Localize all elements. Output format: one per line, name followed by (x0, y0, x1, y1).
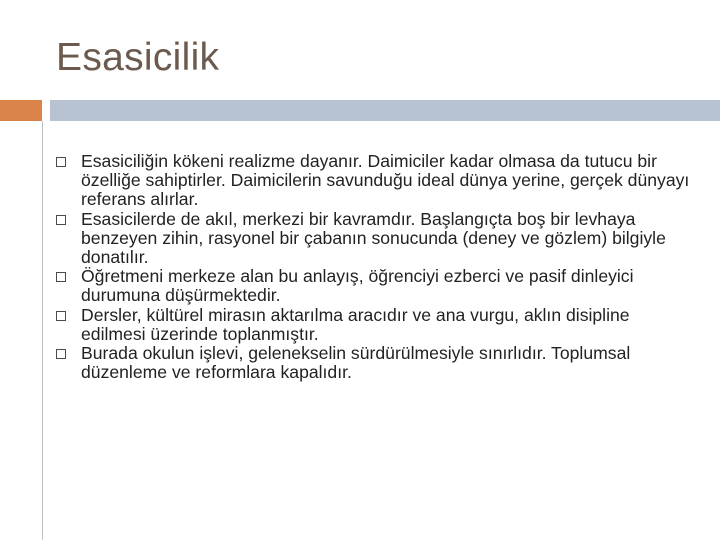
bullet-text: Esasiciliğin kökeni realizme dayanır. Daimiciler kadar olmasa da tutucu bir özelliğe sahiptirler. Daimicilerin savunduğu ideal dünya yerine, gerçek dünyayı referans alırlar. (81, 151, 690, 210)
square-bullet-icon (56, 272, 66, 282)
bullet-text: Esasicilerde de akıl, merkezi bir kavramdır. Başlangıçta boş bir levhaya benzeyen zihin, rasyonel bir çabanın sonucunda (deney ve gözlem) bilgiyle donatılır. (81, 208, 666, 268)
bullet-list (56, 152, 696, 382)
bullet-text: Öğretmeni merkeze alan bu anlayış, öğrenciyi ezberci ve pasif dinleyici durumuna düşürmektedir. (81, 266, 634, 306)
bullet-text: Burada okulun işlevi, gelenekselin sürdürülmesiyle sınırlıdır. Toplumsal düzenleme ve reformlara kapalıdır. (81, 343, 631, 383)
square-bullet-icon (56, 215, 66, 225)
bullet-item-1 (56, 152, 696, 210)
bullet-item-5 (56, 344, 696, 382)
accent-bar (0, 100, 42, 121)
square-bullet-icon (56, 157, 66, 167)
bullet-text: Dersler, kültürel mirasın aktarılma aracıdır ve ana vurgu, aklın disipline edilmesi üzerinde toplanmıştır. (81, 304, 630, 344)
square-bullet-icon (56, 311, 66, 321)
vertical-rule (42, 121, 43, 540)
slide-title: Esasicilik (56, 36, 220, 79)
bullet-item-3 (56, 267, 696, 305)
title-divider-bar (50, 100, 720, 121)
square-bullet-icon (56, 349, 66, 359)
bullet-item-4 (56, 306, 696, 344)
bullet-item-2 (56, 210, 696, 268)
